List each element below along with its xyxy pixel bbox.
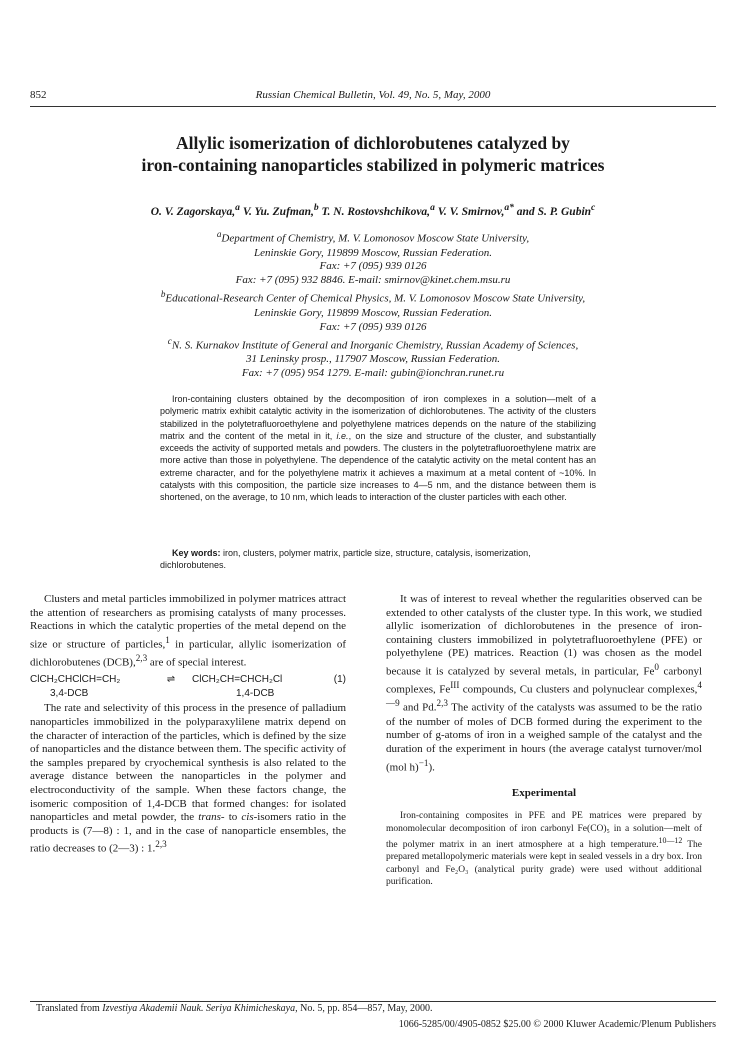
source-journal: Izvestiya Akademii Nauk. Seriya Khimicheskaya,: [102, 1003, 298, 1014]
journal-citation: Russian Chemical Bulletin, Vol. 49, No. 5, May, 2000: [255, 89, 491, 101]
superscript: III: [450, 680, 460, 691]
affil-text: Department of Chemistry, M. V. Lomonosov Moscow State University,: [221, 232, 530, 245]
superscript: −1: [418, 757, 429, 768]
text: The rate and selectivity of this process in the presence of palladium nanoparticles immobilized in the polyparaxylilene matrix depend on the character of interaction of the particles, which is defined by the size of nanoparticles and the distance between them. The specific activity of the samples prepared by cryochemical synthesis is also related to the average distance between the nanoparticles in the polymer and electroconductivity of the sample. When these factors change, the isomeric composition of 1,4-DCB that formed changes: for isolated nanoparticles and metal powder, the: [30, 702, 346, 824]
ref-marker: 2,3: [135, 653, 148, 664]
affil-marker: c: [167, 335, 172, 346]
text: The activity of the catalysts was assumed to be the ratio of the number of moles of DCB formed during the experiment to the number of g-atoms of iron in a weighed sample of the catalyst and the duration of the experiment in hours (the average catalyst turnover/mol (mol h): [386, 702, 702, 774]
superscript: 0: [654, 661, 659, 672]
paragraph: [386, 810, 702, 888]
text: to: [224, 811, 242, 824]
affil-marker: a: [216, 229, 222, 239]
ref-marker: 4—9: [386, 680, 702, 709]
text: It was of interest to reveal whether the regularities observed can be extended to other catalysts of the cluster type. In this work, we studied allylic isomerization of dichlorobutenes in the presence of iron-containing clusters immobilized in polytetrafluoroethylene (PFE) or polyethylene (PE) matrices. Reaction (1) was chosen as the model because it is catalyzed by several metals, in particular, Fe: [386, 593, 702, 678]
right-column: [386, 593, 702, 888]
equation-number: (1): [333, 674, 346, 686]
ref-marker: 2,3: [436, 698, 448, 709]
author-name: V. V. Smirnov,: [434, 205, 505, 218]
translation-note: [36, 1003, 433, 1014]
author-affil-marker: c: [591, 202, 596, 213]
text: ).: [428, 761, 435, 774]
affil-marker: b: [160, 289, 166, 300]
author-affil-marker: a*: [504, 202, 514, 213]
italic-term: cis-: [241, 811, 258, 824]
author-name: T. N. Rostovshchikova,: [318, 205, 431, 218]
paragraph: [30, 702, 346, 856]
paragraph: [30, 593, 346, 670]
affiliation-b-line: Fax: +7 (095) 939 0126: [319, 320, 427, 333]
affil-text: N. S. Kurnakov Institute of General and Inorganic Chemistry, Russian Academy of Sciences,: [171, 339, 579, 352]
text: are of special interest.: [147, 656, 247, 669]
author-name: O. V. Zagorskaya,: [150, 205, 236, 218]
author-affil-marker: a: [235, 202, 240, 213]
text: isomers ratio in the products is (7—8) : 1, and in the case of nanoparticle ensembles, the ratio decreases to (2—3) : 1.: [30, 811, 346, 856]
copyright-line: 1066-5285/00/4905-0852 $25.00 © 2000 Kluwer Academic/Plenum Publishers: [398, 1019, 716, 1030]
page-number: 852: [30, 89, 47, 101]
abstract-text: , on the size and structure of the cluster, and substantially exceeds the activity of supported metals and powders. The clusters in the polytetrafluoroethylene matrix are more active than those in polyethylene. The dependence of the catalytic activity on the metal content has an extreme character, and for the polyethylene matrix it achieves a maximum at a metal content of ~10%. In catalysts with this composition, the particle size increases to 4—5 nm, and the distance between them is shortened, on the average, to 10 nm, which leads to interaction of the cluster particles with each other.: [160, 430, 596, 503]
left-column: [30, 593, 346, 857]
paragraph: [386, 593, 702, 775]
abstract-ie: i.e.: [336, 430, 349, 441]
italic-term: trans-: [198, 811, 225, 824]
author-affil-marker: b: [313, 202, 319, 213]
affiliation-a-line: Fax: +7 (095) 939 0126: [319, 260, 427, 273]
text: No. 5, pp. 854—857, May, 2000.: [297, 1003, 433, 1014]
ref-marker: 1: [165, 634, 170, 645]
affiliation-c-line: 31 Leninsky prosp., 117907 Moscow, Russian Federation.: [246, 353, 500, 366]
text: compounds, Cu clusters and polynuclear complexes,: [459, 683, 698, 696]
product: ClCH₂CH=CHCH₂Cl: [192, 674, 283, 686]
text: Translated from: [36, 1003, 103, 1014]
affiliation-c-line: Fax: +7 (095) 954 1279. E-mail: gubin@ionchran.runet.ru: [241, 367, 505, 380]
keywords-label: Key words:: [172, 548, 221, 558]
author-list: [40, 202, 706, 218]
affiliation-b-line: Leninskie Gory, 119899 Moscow, Russian Federation.: [254, 306, 492, 319]
equilibrium-arrow-icon: ⇌: [166, 674, 176, 686]
abstract-text: Iron-containing clusters obtained by the decomposition of iron complexes in a solution—melt of a polymeric matrix exhibit catalytic activity in the isomerization of dichlorobutenes. The activity of the clusters stabilized in the polytetrafluoroethylene and polyethylene matrices depends on the nature of the stabilizing matrix and the content of the metal in it,: [160, 394, 596, 441]
title-line-2: iron-containing nanoparticles stabilized in polymeric matrices: [141, 155, 605, 175]
keywords-text: iron, clusters, polymer matrix, particle size, structure, catalysis, isomerization, dichlorobutenes.: [160, 548, 531, 571]
affiliation-a-line: [40, 228, 706, 247]
product-label: 1,4-DCB: [236, 687, 275, 699]
affiliation-b-line: [40, 288, 706, 307]
affiliation-a-line: Fax: +7 (095) 932 8846. E-mail: smirnov@kinet.chem.msu.ru: [235, 274, 511, 287]
affiliation-c-line: [40, 335, 706, 354]
ref-marker: 10—12: [658, 835, 683, 845]
text: in particular, allylic isomerization of dichlorobutenes (DCB),: [30, 638, 347, 669]
footer-rule: [30, 1001, 716, 1002]
author-conjunction: and: [513, 205, 538, 218]
text: Clusters and metal particles immobilized in polymer matrices attract the attention of researchers as promising catalysts of many processes. Reactions in which the catalytic properties of the metal depend on the size or structure of particles,: [30, 593, 346, 651]
text: Iron-containing composites in PFE and PE matrices were prepared by monomolecular decomposition of iron carbonyl Fe(CO)₅ in a solution—melt of the polymer matrix in an inert atmosphere at a high temperature.: [386, 811, 702, 851]
affiliation-a-line: Leninskie Gory, 119899 Moscow, Russian Federation.: [254, 246, 492, 259]
author-name: S. P. Gubin: [537, 205, 592, 218]
reaction-equation: [30, 673, 346, 687]
text: carbonyl complexes, Fe: [386, 665, 703, 696]
reactant: ClCH₂CHClCH=CH₂: [30, 674, 121, 686]
keywords: [160, 547, 596, 572]
author-affil-marker: a: [430, 202, 435, 213]
reaction-labels: [30, 687, 346, 701]
text: and Pd.: [399, 702, 437, 715]
affiliations: [40, 228, 706, 381]
reactant-label: 3,4-DCB: [50, 687, 89, 699]
affil-text: Educational-Research Center of Chemical Physics, M. V. Lomonosov Moscow State University,: [165, 292, 586, 305]
section-heading-experimental: Experimental: [511, 786, 577, 799]
author-name: V. Yu. Zufman,: [239, 205, 314, 218]
paper-title: [40, 132, 706, 176]
title-line-1: Allylic isomerization of dichlorobutenes catalyzed by: [176, 133, 570, 153]
abstract: [160, 393, 596, 504]
running-header: [30, 89, 716, 105]
text: The prepared metallopolymeric materials were kept in sealed vessels in a dry box. Iron carbonyl and Fe₂O₃ (analytical purity grade) were used without additional purification.: [386, 840, 702, 887]
ref-marker: 2,3: [155, 839, 167, 850]
header-rule: [30, 106, 716, 107]
